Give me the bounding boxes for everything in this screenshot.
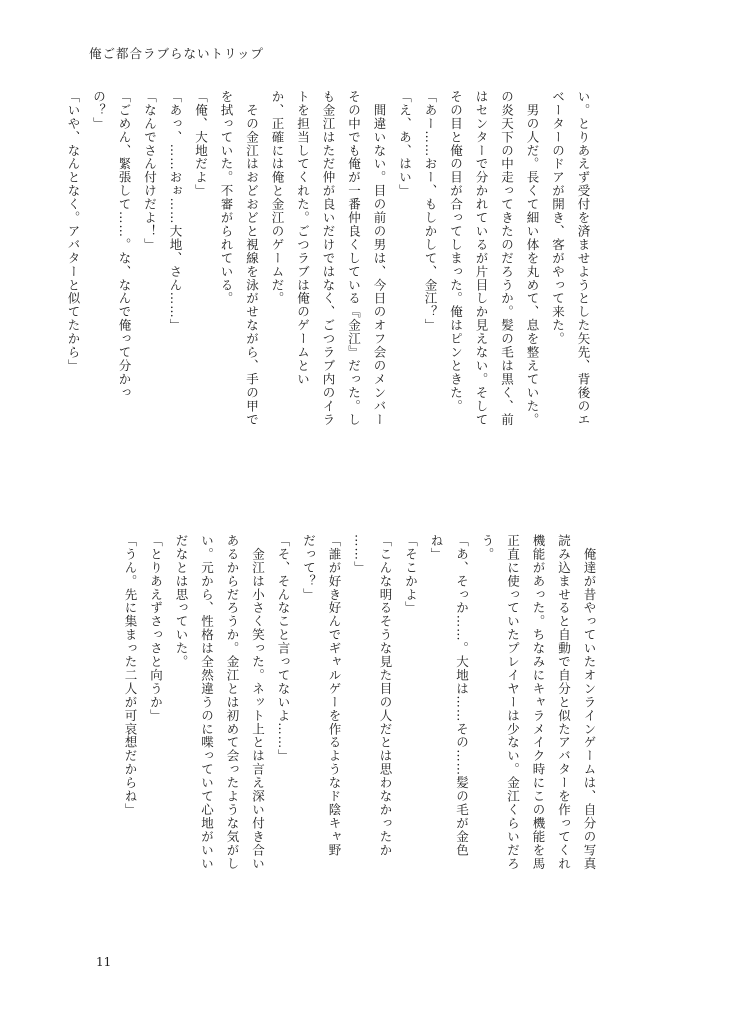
text-line: い。とりあえず受付を済ませようとした矢先、背後のエ <box>576 90 591 427</box>
text-line: 俺達が昔やっていたオンラインゲームは、自分の写真 <box>582 534 597 871</box>
text-line: 「そ、そんなこと言ってないよ……」 <box>276 534 291 763</box>
text-line: 「あー……おー、もしかして、金江？」 <box>423 90 438 333</box>
text-line: の？」 <box>91 90 107 131</box>
text-line: あるからだろうか。金江とは初めて会ったような気がし <box>225 534 240 871</box>
text-line: 「こんな明るそうな見た目の人だとは思わなかったか <box>378 534 393 857</box>
text-line: ……」 <box>352 534 368 575</box>
text-line: その金江はおどおどと視線を泳がせながら、手の甲で <box>244 90 260 427</box>
text-line: 「え、あ、はい」 <box>397 90 413 198</box>
text-line: も金江はただ仲が良いだけではなく、ごつラブ内のイラ <box>321 90 336 427</box>
text-line: 「あ、そっか……。大地は……その……髪の毛が金色 <box>454 534 470 857</box>
text-line: を拭っていた。不審がられている。 <box>219 90 234 306</box>
text-line: ね」 <box>429 534 444 561</box>
text-line: だなとは思っていた。 <box>174 534 189 669</box>
text-line: か、正確には俺と金江のゲームだ。 <box>270 90 285 306</box>
text-block-bottom <box>118 534 603 934</box>
text-line: い。元から、性格は全然違うのに喋っていて心地がいい <box>199 534 215 871</box>
text-line: 機能があった。ちなみにキャラメイク時にこの機能を馬 <box>531 534 546 871</box>
text-line: 「うん。先に集まった二人が可哀想だからね」 <box>123 534 138 817</box>
page-number: 11 <box>96 955 112 969</box>
text-line: 「ごめん、緊張して……。な、なんで俺って分かっ <box>117 90 132 400</box>
text-line: ベーターのドアが開き、客がやって来た。 <box>550 90 566 346</box>
text-line: 「とりあえずさっさと向うか」 <box>148 534 164 723</box>
text-line: 金江は小さく笑った。ネット上とは言え深い付き合い <box>250 534 266 871</box>
text-line: だって？」 <box>301 534 317 602</box>
text-line: 「あっ、……おぉ……大地、さん……」 <box>168 90 183 333</box>
text-line: はセンターで分かれているが片目しか見えない。そして <box>474 90 489 427</box>
running-head: 俺ご都合ラブらないトリップ <box>89 46 265 61</box>
text-line: その目と俺の目が合ってしまった。俺はピンときた。 <box>448 90 464 413</box>
text-block-top <box>61 90 597 490</box>
text-line: 「いや、なんとなく。アバターと似てたから」 <box>66 90 81 373</box>
text-line: 「なんでさん付けだよ！」 <box>142 90 158 252</box>
text-line: う。 <box>480 534 495 561</box>
text-line: 正直に使っていたプレイヤーは少ない。金江くらいだろ <box>505 534 521 871</box>
text-line: 「そこかよ」 <box>403 534 419 615</box>
text-line: 間違いない。目の前の男は、今日のオフ会のメンバー <box>372 90 387 427</box>
text-line: 男の人だ。長くて細い体を丸めて、息を整えていた。 <box>525 90 540 427</box>
text-line: トを担当してくれた。ごつラブは俺のゲームとい <box>295 90 311 386</box>
text-line: 「俺、大地だよ」 <box>193 90 209 198</box>
text-line: 読み込ませると自動で自分と似たアバターを作ってくれ <box>556 534 572 871</box>
text-line: の炎天下の中走ってきたのだろうか。髪の毛は黒く、前 <box>499 90 515 427</box>
text-line: その中でも俺が一番仲良くしている『金江』だった。し <box>346 90 362 427</box>
text-line: 「誰が好き好んでギャルゲーを作るようなド陰キャ野 <box>327 534 342 857</box>
